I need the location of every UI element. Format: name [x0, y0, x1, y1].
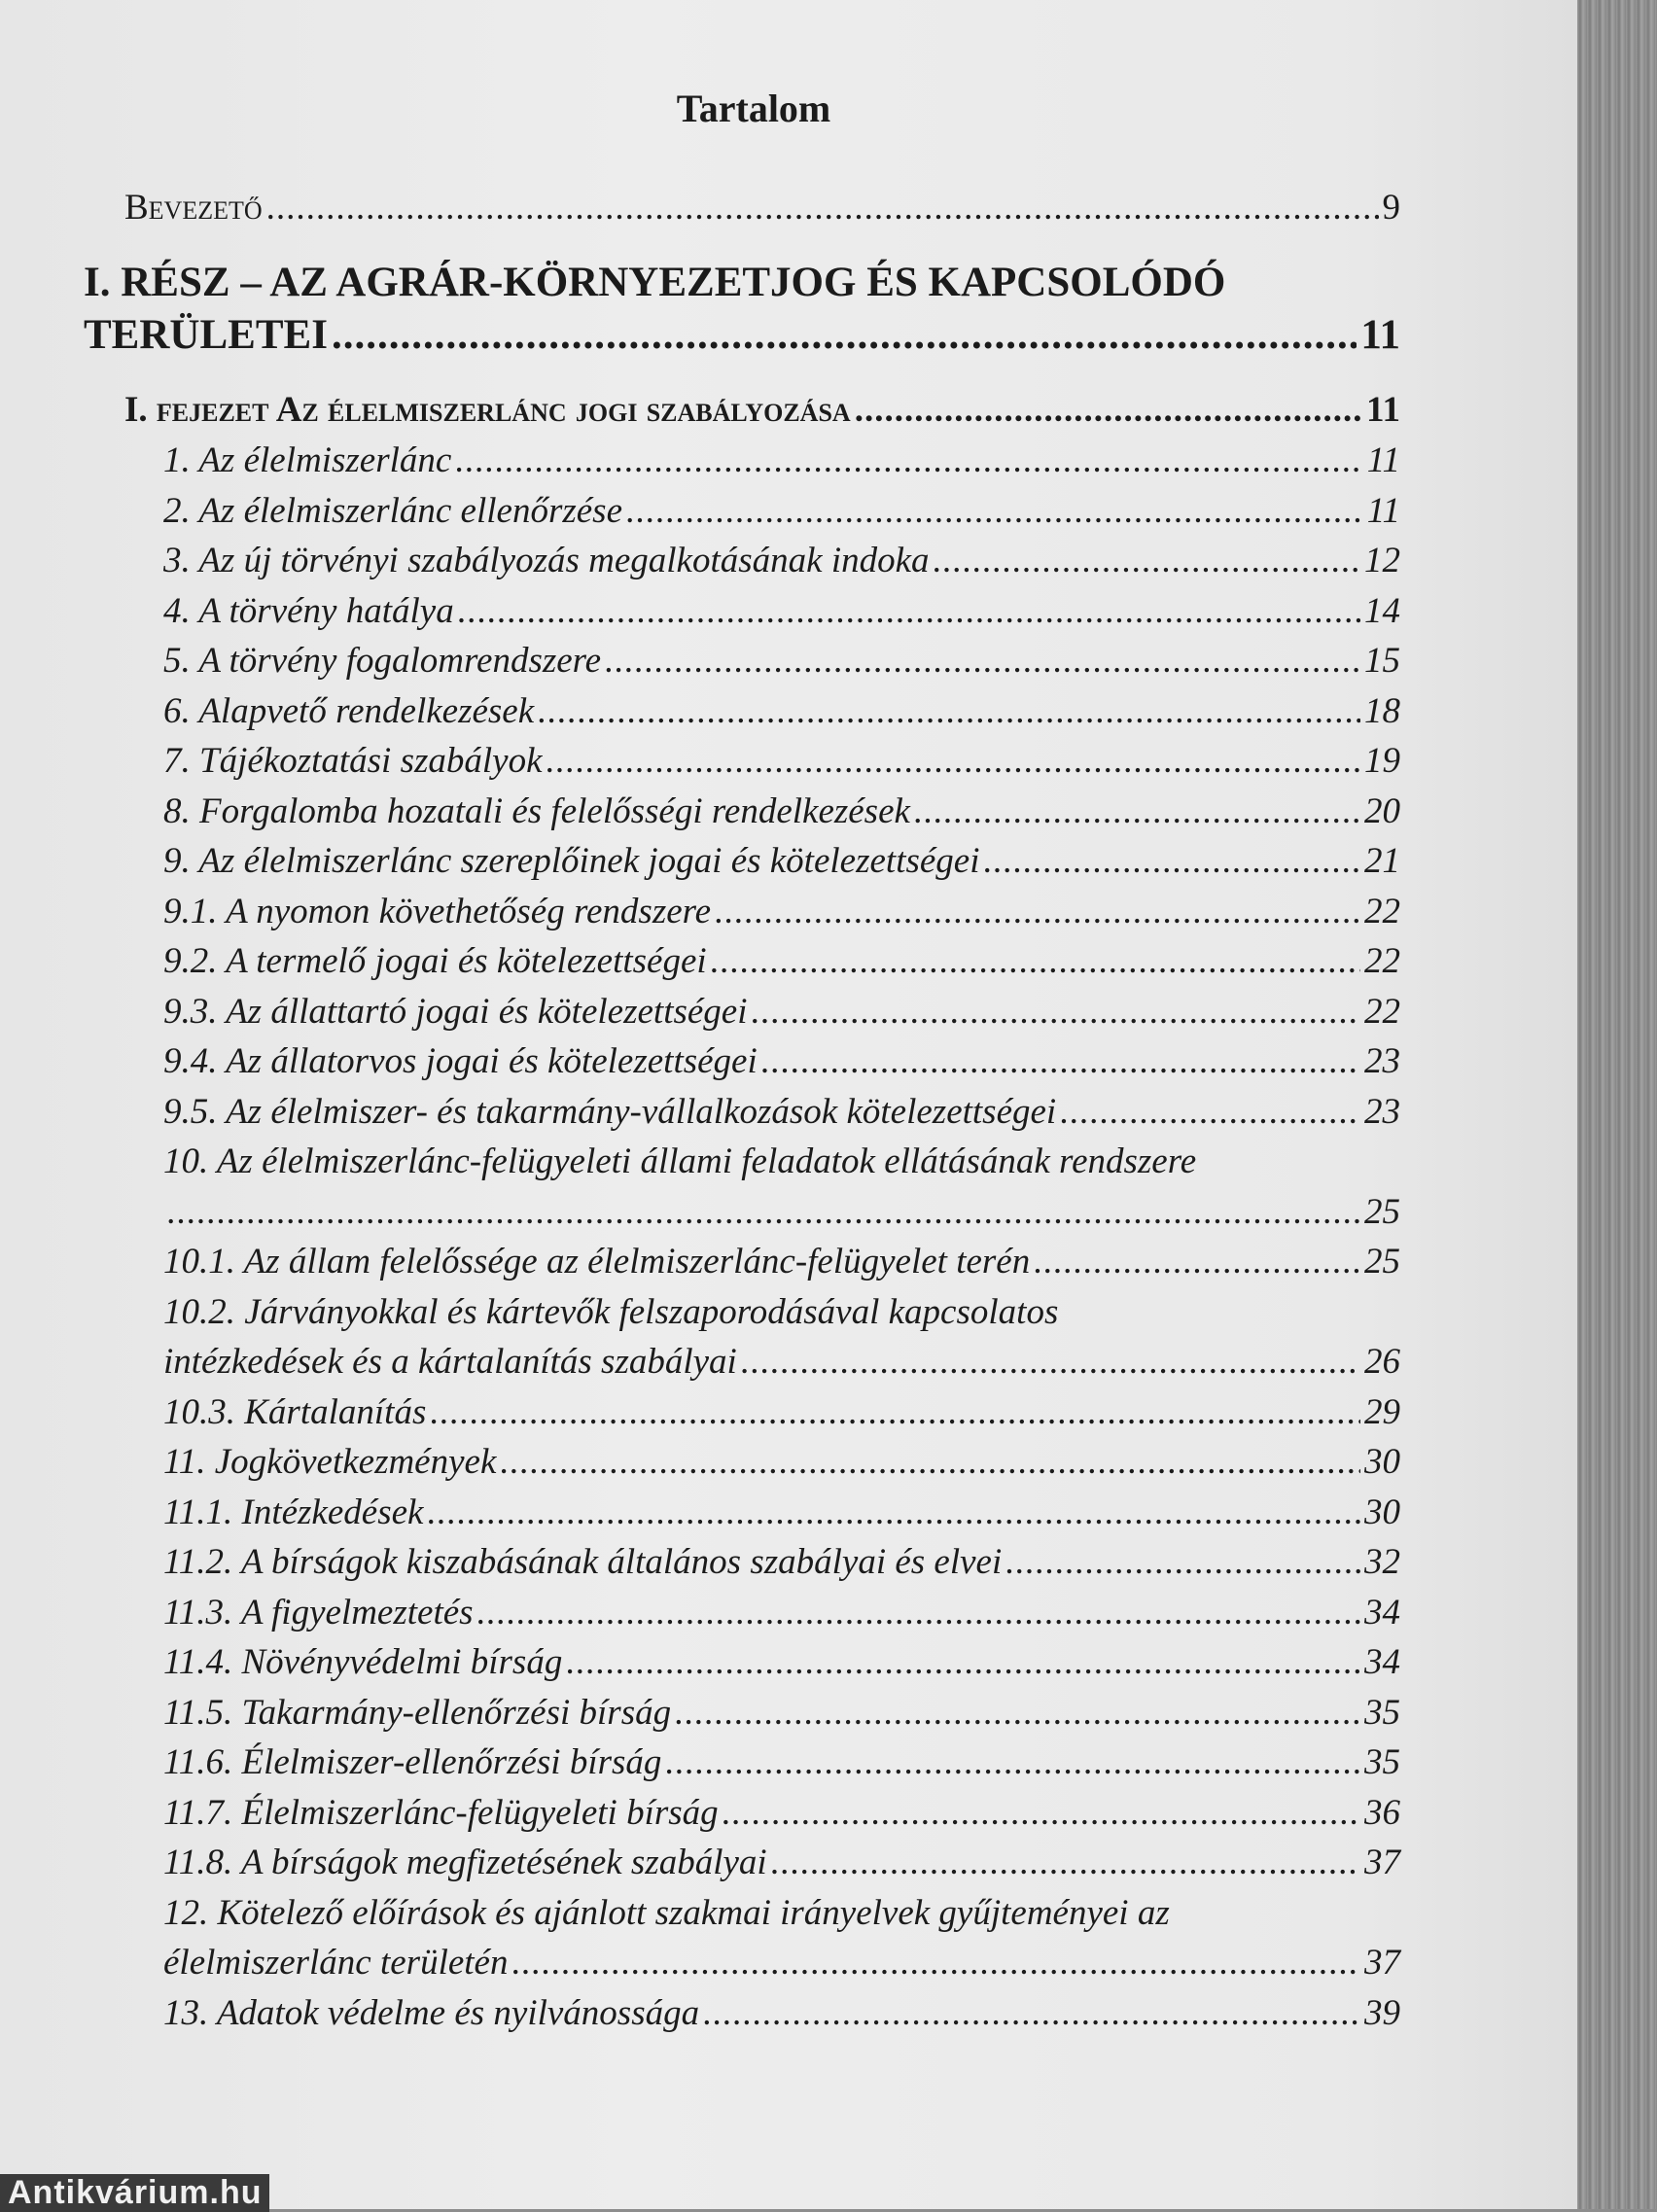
toc-label: 9.1. A nyomon követhetőség rendszere: [163, 892, 712, 931]
toc-label: 10.1. Az állam felelőssége az élelmiszerlánc-felügyelet terén: [163, 1242, 1031, 1282]
toc-page: 11: [1366, 440, 1400, 480]
dot-leader: [546, 740, 1360, 782]
toc-label: 4. A törvény hatálya: [163, 591, 454, 631]
toc-entry: [163, 790, 1400, 832]
dot-leader: [711, 940, 1360, 982]
toc-page: 20: [1364, 791, 1400, 831]
dot-leader: [934, 540, 1360, 581]
dot-leader: [266, 187, 1379, 228]
toc-entry: [163, 891, 1400, 932]
dot-leader: [914, 790, 1360, 832]
toc-label: 2. Az élelmiszerlánc ellenőrzése: [163, 491, 623, 531]
dot-leader: [675, 1692, 1360, 1734]
toc-entry: [163, 690, 1400, 732]
toc-entry-line1: 12. Kötelező előírások és ajánlott szakmai irányelvek gyűjteményei az: [163, 1893, 1170, 1933]
dot-leader: [332, 311, 1357, 359]
dot-leader: [430, 1391, 1360, 1433]
dot-leader: [665, 1741, 1360, 1783]
toc-part: [84, 311, 1400, 359]
dot-leader: [427, 1492, 1360, 1533]
toc-page: 22: [1364, 941, 1400, 981]
toc-page: 18: [1364, 691, 1400, 731]
toc-label: 3. Az új törvényi szabályozás megalkotásának indoka: [163, 541, 930, 580]
toc-label: TERÜLETEI: [84, 312, 328, 358]
toc-page: 39: [1364, 1993, 1400, 2033]
toc-entry: [163, 439, 1400, 481]
toc-label: 7. Tájékoztatási szabályok: [163, 741, 543, 781]
toc-label: 9.5. Az élelmiszer- és takarmány-vállalkozások kötelezettségei: [163, 1092, 1057, 1132]
toc-entry: [163, 640, 1400, 682]
toc-label: 11.7. Élelmiszerlánc-felügyeleti bírság: [163, 1793, 719, 1833]
toc-page: 26: [1364, 1342, 1400, 1382]
dot-leader: [1034, 1241, 1360, 1282]
toc-label: 9.2. A termelő jogai és kötelezettségei: [163, 941, 707, 981]
toc-entry: [163, 991, 1400, 1033]
toc-entry: [163, 1692, 1400, 1734]
toc-label: 9. Az élelmiszerlánc szereplőinek jogai és kötelezettségei: [163, 841, 980, 881]
page-edge: [1577, 0, 1657, 2209]
toc-chapter: [124, 389, 1400, 431]
toc-entry: [163, 1741, 1400, 1783]
toc-label: 11. Jogkövetkezmények: [163, 1442, 497, 1482]
dot-leader: [1060, 1091, 1360, 1133]
toc-entry: [163, 1391, 1400, 1433]
dot-leader: [511, 1942, 1360, 1984]
toc-page: 12: [1364, 541, 1400, 580]
dot-leader: [500, 1441, 1360, 1483]
toc-entry: [163, 590, 1400, 632]
page-title: Tartalom: [676, 87, 831, 130]
toc-entry: [163, 1241, 1400, 1282]
toc-label: 8. Forgalomba hozatali és felelősségi rendelkezések: [163, 791, 910, 831]
toc-page: 35: [1364, 1693, 1400, 1733]
toc-entry: [163, 740, 1400, 782]
dot-leader: [855, 389, 1362, 431]
toc-page: 11: [1360, 312, 1400, 358]
dot-leader: [566, 1641, 1360, 1683]
toc-page: 11: [1366, 390, 1400, 430]
dot-leader: [715, 891, 1360, 932]
toc-entry: [163, 540, 1400, 581]
watermark: Antikvárium.hu: [0, 2174, 269, 2212]
toc-page: 19: [1364, 741, 1400, 781]
toc-label: élelmiszerlánc területén: [163, 1943, 509, 1983]
toc-entry: [163, 1592, 1400, 1633]
toc-page: 37: [1364, 1943, 1400, 1983]
toc-page: 34: [1364, 1593, 1400, 1633]
toc-entry-line1: 10.2. Járványokkal és kártevők felszaporodásával kapcsolatos: [163, 1292, 1059, 1332]
dot-leader: [167, 1191, 1360, 1233]
toc-page: 25: [1364, 1192, 1400, 1232]
toc-label: 11.4. Növényvédelmi bírság: [163, 1642, 563, 1682]
dot-leader: [761, 1040, 1360, 1082]
toc-page: 21: [1364, 841, 1400, 881]
toc-entry: [163, 840, 1400, 882]
dot-leader: [455, 439, 1362, 481]
toc-entry: [163, 1040, 1400, 1082]
toc-page: 32: [1364, 1542, 1400, 1582]
toc-label: I. fejezet Az élelmiszerlánc jogi szabályozása: [124, 390, 851, 430]
dot-leader: [458, 590, 1360, 632]
toc-label: 11.3. A figyelmeztetés: [163, 1593, 474, 1633]
toc-entry: [163, 1091, 1400, 1133]
dot-leader: [1005, 1541, 1360, 1583]
toc-entry: [163, 1441, 1400, 1483]
toc-page: 36: [1364, 1793, 1400, 1833]
toc-entry: [163, 1541, 1400, 1583]
toc-entry-line1: 10. Az élelmiszerlánc-felügyeleti állami feladatok ellátásának rendszere: [163, 1141, 1197, 1181]
toc-label: 11.8. A bírságok megfizetésének szabályai: [163, 1843, 767, 1882]
toc-page: 14: [1364, 591, 1400, 631]
toc-page: 34: [1364, 1642, 1400, 1682]
toc-entry: [163, 1942, 1400, 1984]
toc-entry: [163, 1341, 1400, 1383]
toc-label: 11.2. A bírságok kiszabásának általános szabályai és elvei: [163, 1542, 1003, 1582]
toc-page: 35: [1364, 1742, 1400, 1782]
toc-page: 9: [1382, 188, 1400, 228]
toc-label: 6. Alapvető rendelkezések: [163, 691, 535, 731]
toc-part-line1: I. RÉSZ – AZ AGRÁR-KÖRNYEZETJOG ÉS KAPCSOLÓDÓ: [84, 260, 1226, 305]
dot-leader: [771, 1842, 1360, 1883]
toc-label: intézkedések és a kártalanítás szabályai: [163, 1342, 737, 1382]
toc-label: Bevezető: [124, 188, 263, 228]
toc-label: 9.3. Az állattartó jogai és kötelezettségei: [163, 992, 748, 1032]
toc-intro: [124, 187, 1400, 228]
toc-entry: [163, 1641, 1400, 1683]
toc-label: 13. Adatok védelme és nyilvánossága: [163, 1993, 700, 2033]
toc-entry: [163, 490, 1400, 532]
dot-leader: [984, 840, 1361, 882]
toc-page: 29: [1364, 1392, 1400, 1432]
toc-page: 23: [1364, 1041, 1400, 1081]
dot-leader: [752, 991, 1361, 1033]
toc-label: 9.4. Az állatorvos jogai és kötelezettségei: [163, 1041, 758, 1081]
toc-entry: [163, 1842, 1400, 1883]
toc-page: 22: [1364, 992, 1400, 1032]
toc-entry: [163, 1492, 1400, 1533]
toc-label: 11.1. Intézkedések: [163, 1492, 424, 1532]
toc-label: 10.3. Kártalanítás: [163, 1392, 427, 1432]
toc-page: 11: [1366, 491, 1400, 531]
dot-leader: [703, 1992, 1360, 2034]
toc-page: 23: [1364, 1092, 1400, 1132]
dot-leader: [538, 690, 1360, 732]
dot-leader: [626, 490, 1363, 532]
toc-page: 37: [1364, 1843, 1400, 1882]
toc-label: 11.5. Takarmány-ellenőrzési bírság: [163, 1693, 672, 1733]
dot-leader: [723, 1792, 1360, 1834]
toc-entry: [163, 1191, 1400, 1233]
toc-label: 11.6. Élelmiszer-ellenőrzési bírság: [163, 1742, 662, 1782]
toc-page: 22: [1364, 892, 1400, 931]
toc-page: 30: [1364, 1442, 1400, 1482]
toc-label: 5. A törvény fogalomrendszere: [163, 641, 602, 681]
dot-leader: [741, 1341, 1360, 1383]
toc-entry: [163, 940, 1400, 982]
dot-leader: [477, 1592, 1360, 1633]
dot-leader: [605, 640, 1360, 682]
toc-page: 30: [1364, 1492, 1400, 1532]
toc-page: 25: [1364, 1242, 1400, 1282]
toc-entry: [163, 1792, 1400, 1834]
toc-label: 1. Az élelmiszerlánc: [163, 440, 452, 480]
toc-entry: [163, 1992, 1400, 2034]
toc-page: 15: [1364, 641, 1400, 681]
